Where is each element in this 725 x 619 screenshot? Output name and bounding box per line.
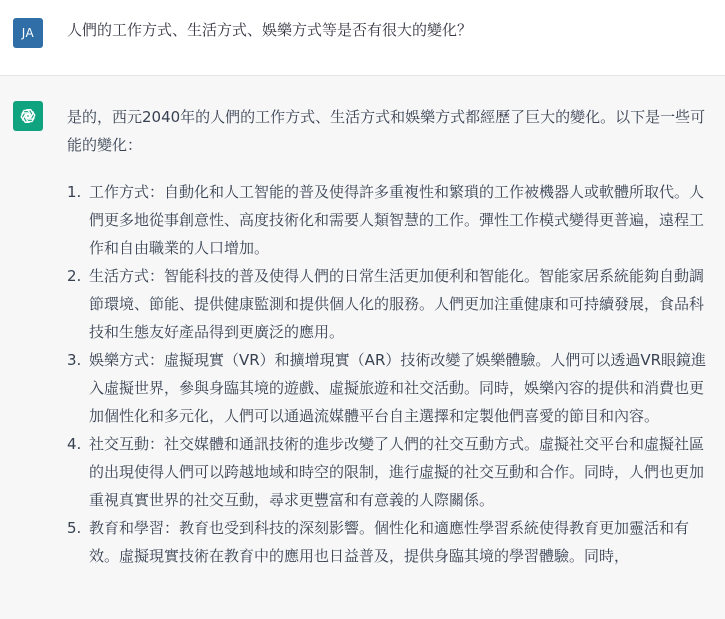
changes-list <box>67 178 715 570</box>
assistant-message-body <box>67 103 715 570</box>
list-item-text: 工作方式：自動化和人工智能的普及使得許多重複性和繁瑣的工作被機器人或軟體所取代。人們更多地從事創意性、高度技術化和需要人類智慧的工作。彈性工作模式變得更普遍，遠程工作和自由職業的人口增加。 <box>89 183 705 257</box>
assistant-intro: 是的，西元2040年的人們的工作方式、生活方式和娛樂方式都經歷了巨大的變化。以下是一些可能的變化： <box>67 108 706 154</box>
user-message-text: 人們的工作方式、生活方式、娛樂方式等是否有很大的變化？ <box>67 21 473 39</box>
list-item <box>67 346 715 430</box>
list-item-number: 4. <box>67 435 82 453</box>
list-item <box>67 514 715 570</box>
list-item-number: 5. <box>67 519 82 537</box>
list-item-text: 教育和學習：教育也受到科技的深刻影響。個性化和適應性學習系統使得教育更加靈活和有效。虛擬現實技術在教育中的應用也日益普及，提供身臨其境的學習體驗。同時， <box>89 519 690 565</box>
list-item <box>67 178 715 262</box>
list-item-text: 生活方式：智能科技的普及使得人們的日常生活更加便利和智能化。智能家居系統能夠自動調節環境、節能、提供健康監測和提供個人化的服務。人們更加注重健康和可持續發展，食品科技和生態友好產品得到更廣泛的應用。 <box>89 267 705 341</box>
list-item <box>67 262 715 346</box>
list-item-number: 2. <box>67 267 82 285</box>
assistant-message <box>0 76 725 619</box>
openai-logo-icon <box>18 106 38 126</box>
list-item <box>67 430 715 514</box>
list-item-number: 1. <box>67 183 82 201</box>
list-item-number: 3. <box>67 351 82 369</box>
list-item-text: 社交互動：社交媒體和通訊技術的進步改變了人們的社交互動方式。虛擬社交平台和虛擬社區的出現使得人們可以跨越地域和時空的限制，進行虛擬的社交互動和合作。同時，人們也更加重視真實世界的社交互動，尋求更豐富和有意義的人際關係。 <box>89 435 705 509</box>
assistant-avatar <box>13 101 43 131</box>
user-avatar: JA <box>13 18 43 48</box>
user-message <box>0 0 725 76</box>
list-item-text: 娛樂方式：虛擬現實（VR）和擴增現實（AR）技術改變了娛樂體驗。人們可以透過VR眼鏡進入虛擬世界，參與身臨其境的遊戲、虛擬旅遊和社交活動。同時，娛樂內容的提供和消費也更加個性化和多元化，人們可以通過流媒體平台自主選擇和定製他們喜愛的節目和內容。 <box>89 351 707 425</box>
